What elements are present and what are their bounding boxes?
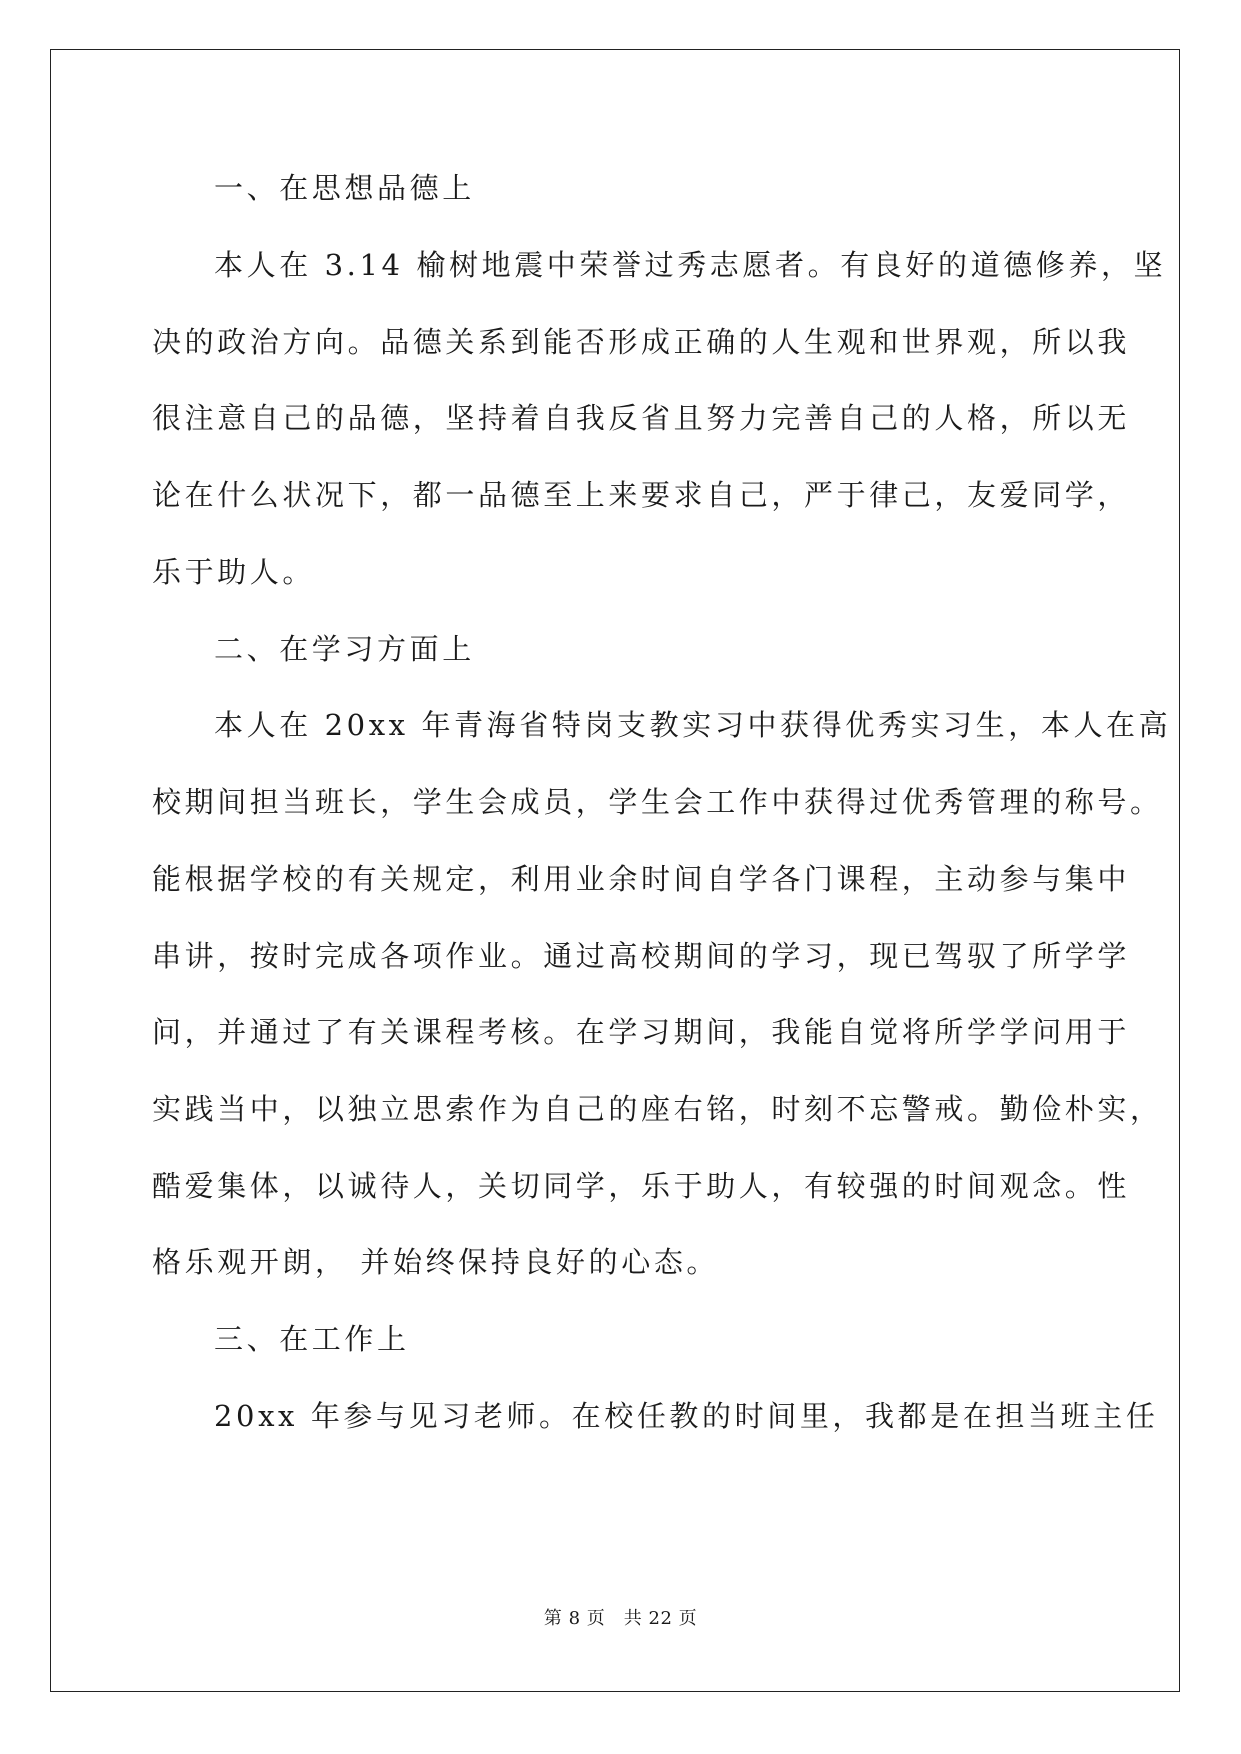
paragraph-line: 论在什么状况下，都一品德至上来要求自己，严于律己，友爱同学， — [152, 478, 1131, 512]
paragraph-line: 能根据学校的有关规定，利用业余时间自学各门课程，主动参与集中 — [152, 862, 1131, 896]
paragraph-line: 本人在 3.14 榆树地震中荣誉过秀志愿者。有良好的道德修养，坚 — [214, 248, 1167, 282]
page-number-footer: 第 8 页 共 22 页 — [543, 1608, 698, 1629]
paragraph-line: 校期间担当班长，学生会成员，学生会工作中获得过优秀管理的称号。 — [152, 785, 1163, 819]
paragraph-line: 格乐观开朗， 并始终保持良好的心态。 — [152, 1245, 720, 1279]
paragraph-line: 本人在 20xx 年青海省特岗支教实习中获得优秀实习生，本人在高 — [214, 708, 1172, 742]
paragraph-line: 实践当中，以独立思索作为自己的座右铭，时刻不忘警戒。勤俭朴实， — [152, 1092, 1163, 1126]
paragraph-line: 酷爱集体，以诚待人，关切同学，乐于助人，有较强的时间观念。性 — [152, 1169, 1131, 1203]
paragraph-line: 问，并通过了有关课程考核。在学习期间，我能自觉将所学学问用于 — [152, 1015, 1131, 1049]
paragraph-line: 乐于助人。 — [152, 555, 316, 589]
paragraph-line: 20xx 年参与见习老师。在校任教的时间里，我都是在担当班主任 — [214, 1399, 1159, 1433]
heading-moral: 一、在思想品德上 — [214, 171, 475, 205]
heading-study: 二、在学习方面上 — [214, 632, 475, 666]
paragraph-line: 决的政治方向。品德关系到能否形成正确的人生观和世界观，所以我 — [152, 325, 1131, 359]
paragraph-line: 很注意自己的品德，坚持着自我反省且努力完善自己的人格，所以无 — [152, 401, 1131, 435]
heading-work: 三、在工作上 — [214, 1322, 410, 1356]
paragraph-line: 串讲，按时完成各项作业。通过高校期间的学习，现已驾驭了所学学 — [152, 939, 1131, 973]
